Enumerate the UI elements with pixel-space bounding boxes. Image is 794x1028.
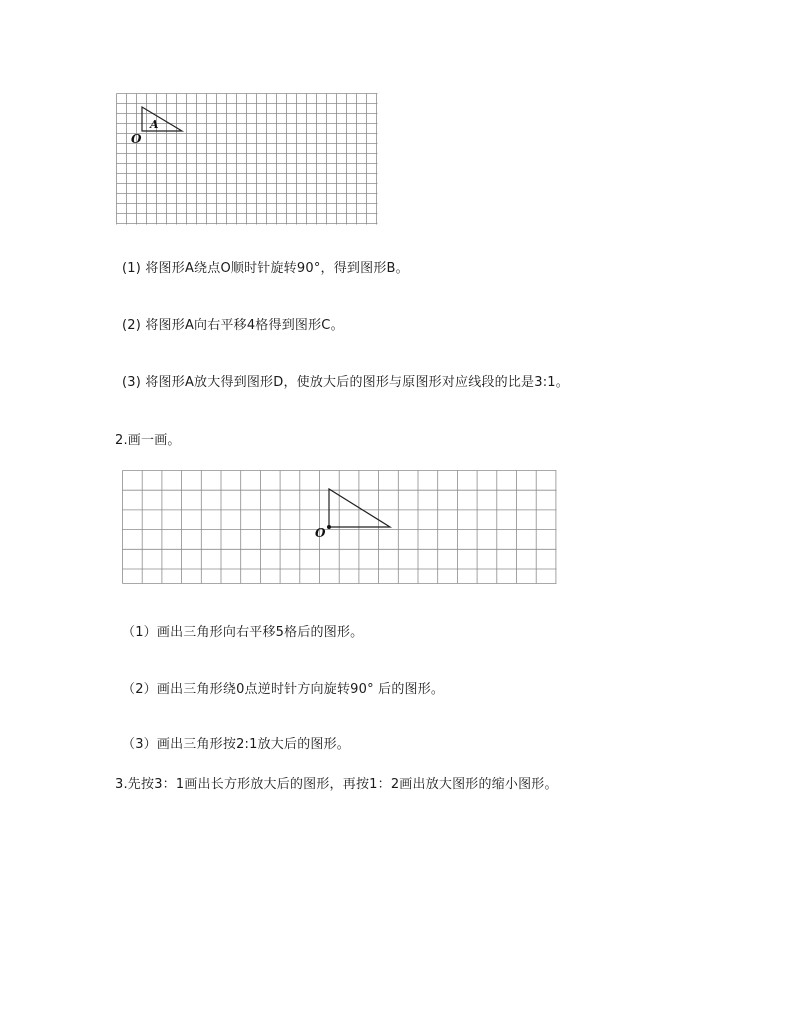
problem2-question-2: （2）画出三角形绕0点逆时针方向旋转90° 后的图形。: [122, 682, 445, 697]
problem2-question-1: （1）画出三角形向右平移5格后的图形。: [122, 625, 364, 640]
problem3-text: 3.先按3：1画出长方形放大后的图形，再按1：2画出放大图形的缩小图形。: [115, 777, 558, 792]
grid-lines: [117, 94, 378, 225]
point-label-o: O: [315, 526, 326, 540]
point-o-dot: [327, 525, 331, 529]
point-label-o: O: [131, 132, 142, 146]
triangle-shape: [329, 489, 390, 527]
grid-figure-1: [116, 93, 378, 225]
problem1-question-2: (2) 将图形A向右平移4格得到图形C。: [122, 318, 344, 333]
triangle-shape-a: [142, 107, 182, 131]
grid-figure-2: [122, 470, 557, 584]
problem1-question-1: (1) 将图形A绕点O顺时针旋转90°，得到图形B。: [122, 261, 409, 276]
shape-label-a: A: [150, 118, 159, 131]
problem2-question-3: （3）画出三角形按2:1放大后的图形。: [122, 737, 350, 752]
problem2-title: 2.画一画。: [115, 433, 181, 448]
problem1-question-3: (3) 将图形A放大得到图形D，使放大后的图形与原图形对应线段的比是3:1。: [122, 375, 569, 390]
